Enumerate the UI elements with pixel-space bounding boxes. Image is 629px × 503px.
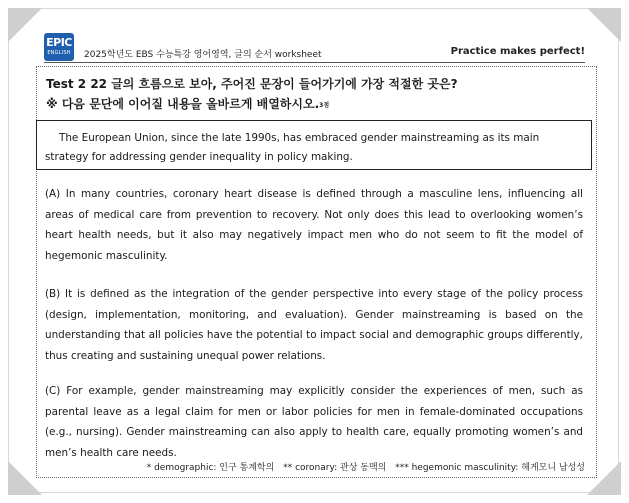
header-divider [44, 62, 585, 63]
logo-text-bottom: ENGLISH [47, 50, 71, 56]
footnote-hegemonic: *** hegemonic masculinity: 헤게모니 남성성 [395, 463, 585, 473]
corner-decoration-top-right [587, 8, 621, 42]
given-sentence: The European Union, since the late 1990s, has embraced gender mainstreaming as its main strategy for addressing gender inequality in policy making. [45, 132, 540, 163]
corner-decoration-top-left [8, 8, 42, 42]
paragraph-a: (A) In many countries, coronary heart disease is defined through a masculine lens, influencing all areas of medical care from prevention to recovery. Not only does this lead to overlooking women’s heart health needs, but it also may negatively impact men who do not seem to fit the model of hegemonic masculinity. [45, 188, 583, 262]
header-tagline: Practice makes perfect! [450, 46, 585, 57]
score-mark: 3점 [319, 102, 330, 109]
worksheet-title: 2025학년도 EBS 수능특강 영어영역, 글의 순서 worksheet [84, 50, 322, 60]
given-sentence-box [36, 120, 592, 170]
instruction-text: ※ 다음 문단에 이어질 내용을 올바르게 배열하시오. [46, 97, 320, 111]
footnote-coronary: ** coronary: 관상 동맥의 [283, 463, 387, 473]
question-instruction [46, 95, 329, 112]
paragraph-b: (B) It is defined as the integration of the gender perspective into every stage of the policy process (design, implementation, monitoring, and evaluation). Gender mainstreaming is based on the understanding that all policies have the potential to impact social and demographic groups differently, thus creating and sustaining unequal power relations. [45, 288, 583, 362]
footnotes [141, 460, 585, 473]
paragraph-c: (C) For example, gender mainstreaming may explicitly consider the experiences of men, such as parental leave as a legal claim for men or labor policies for men in female-dominated occupations (e.g., nursing). Gender mainstreaming can also apply to health care, equally promoting women’s and men’s health care needs. [45, 385, 583, 459]
footnote-demographic: * demographic: 인구 통계학의 [146, 463, 275, 473]
logo-text-top: EPIC [46, 36, 72, 49]
epic-english-logo [44, 33, 74, 61]
question-heading: Test 2 22 글의 흐름으로 보아, 주어진 문장이 들어가기에 가장 적절한 곳은? [46, 77, 458, 91]
